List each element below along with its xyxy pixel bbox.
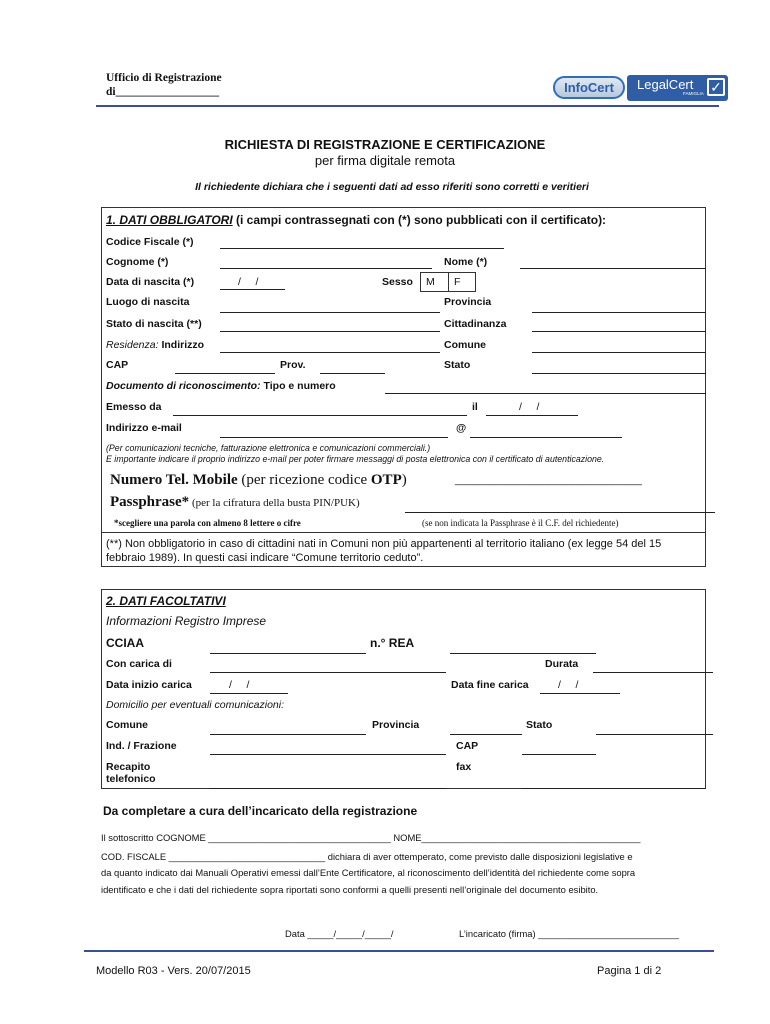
emesso-da-field[interactable] [173, 415, 467, 416]
email-note-1: (Per comunicazioni tecniche, fatturazione elettronica e comunicazioni commerciali.) [106, 443, 431, 453]
prov-field[interactable] [320, 373, 385, 374]
stato2-label: Stato [526, 719, 553, 731]
stato-label: Stato [444, 359, 471, 371]
incaricato-line-4: identificato e che i dati del richiedente sopra riportati sono conformi a quelli presenti nell’originale del documento esibito. [101, 884, 599, 895]
con-carica-field[interactable] [210, 672, 446, 673]
passphrase-label [110, 494, 360, 511]
stato-nascita-label: Stato di nascita (**) [106, 318, 202, 330]
email-domain-field[interactable] [470, 437, 622, 438]
data-fine-slashes: / / [558, 679, 579, 691]
sesso-f-option[interactable]: F [454, 276, 461, 288]
emesso-da-label: Emesso da [106, 401, 162, 413]
incaricato-heading: Da completare a cura dell’incaricato della registrazione [103, 804, 418, 818]
section1-heading-title: 1. DATI OBBLIGATORI [106, 213, 233, 227]
legalcert-logo-text: LegalCert [637, 77, 694, 92]
fax-field[interactable] [522, 788, 706, 789]
cciaa-label: CCIAA [106, 636, 144, 650]
documento-label [106, 380, 336, 392]
provincia2-label: Provincia [372, 719, 420, 731]
page-subtitle: per firma digitale remota [314, 153, 456, 168]
incaricato-data: Data _____/_____/_____/ [285, 928, 394, 939]
passphrase-hint: *scegliere una parola con almeno 8 lettere o cifre [114, 518, 301, 528]
durata-label: Durata [545, 658, 579, 670]
comune-label: Comune [444, 339, 486, 351]
prov-label: Prov. [280, 359, 306, 371]
data-inizio-slashes: / / [229, 679, 250, 691]
comune-field[interactable] [532, 352, 706, 353]
office-line1: Ufficio di Registrazione [106, 72, 222, 84]
office-line2: di__________________ [106, 86, 220, 98]
footer-page: Pagina 1 di 2 [597, 965, 662, 977]
passphrase-hint-2: (se non indicata la Passphrase è il C.F. del richiedente) [422, 518, 619, 528]
cciaa-field[interactable] [210, 653, 366, 654]
email-user-field[interactable] [220, 437, 448, 438]
ind-frazione-field[interactable] [210, 754, 446, 755]
luogo-nascita-label: Luogo di nascita [106, 296, 190, 308]
incaricato-firma: L’incaricato (firma) ___________________________ [459, 928, 679, 939]
tel-label [110, 472, 407, 489]
tel-label-end: ) [401, 472, 407, 488]
data-inizio-field[interactable] [210, 693, 288, 694]
nome-label: Nome (*) [444, 256, 488, 268]
tel-label-mid: (per ricezione codice [237, 472, 371, 488]
domicilio-label: Domicilio per eventuali comunicazioni: [106, 699, 284, 711]
documento-italic: Documento di riconoscimento: [106, 380, 261, 392]
residenza-label [106, 339, 204, 351]
stato-nascita-field[interactable] [220, 331, 440, 332]
comune2-label: Comune [106, 719, 148, 731]
sesso-divider [448, 272, 449, 292]
at-sign: @ [456, 422, 467, 434]
cap2-field[interactable] [522, 754, 596, 755]
recapito-label-1: Recapito [106, 761, 151, 773]
indirizzo-field[interactable] [220, 352, 440, 353]
cittadinanza-field[interactable] [532, 331, 706, 332]
sesso-label: Sesso [382, 276, 413, 288]
data-nascita-label: Data di nascita (*) [106, 276, 195, 288]
codice-fiscale-field[interactable] [220, 248, 504, 249]
footer-divider [84, 950, 714, 952]
il-slashes: / / [519, 401, 540, 413]
documento-tipo: Tipo e numero [260, 380, 336, 392]
nome-field[interactable] [520, 268, 706, 269]
cittadinanza-label: Cittadinanza [444, 318, 507, 330]
declaration-text: Il richiedente dichiara che i seguenti dati ad esso riferiti sono corretti e veritieri [195, 181, 589, 193]
cognome-label: Cognome (*) [106, 256, 169, 268]
recapito-label-2: telefonico [106, 773, 156, 785]
codice-fiscale-label: Codice Fiscale (*) [106, 236, 194, 248]
cognome-field[interactable] [220, 268, 432, 269]
il-label: il [472, 401, 478, 413]
data-nascita-field[interactable] [220, 289, 285, 290]
comune2-field[interactable] [210, 734, 366, 735]
checkmark-icon: ✓ [707, 78, 725, 96]
data-nascita-slashes: / / [238, 276, 259, 288]
durata-field[interactable] [593, 672, 713, 673]
cap-label: CAP [106, 359, 129, 371]
info-registro-label: Informazioni Registro Imprese [106, 614, 267, 628]
n-rea-field[interactable] [450, 653, 596, 654]
con-carica-label: Con carica di [106, 658, 172, 670]
fax-label: fax [456, 761, 472, 773]
section1-heading [106, 213, 606, 227]
cap2-label: CAP [456, 740, 479, 752]
residenza-indirizzo: Indirizzo [158, 339, 205, 351]
passphrase-field[interactable] [405, 512, 715, 513]
data-fine-field[interactable] [540, 693, 620, 694]
header-divider [96, 105, 719, 107]
passphrase-note: (per la cifratura della busta PIN/PUK) [189, 497, 360, 509]
residenza-italic: Residenza: [106, 339, 159, 351]
tel-field[interactable]: ________________________________ [455, 474, 642, 486]
section1-heading-note: (i campi contrassegnati con (*) sono pubblicati con il certificato): [232, 213, 607, 227]
legalcert-logo-subtext: FAMIGLIA [683, 91, 704, 96]
sesso-m-option[interactable]: M [426, 276, 435, 288]
footer-model: Modello R03 - Vers. 20/07/2015 [96, 965, 251, 977]
luogo-nascita-field[interactable] [220, 312, 440, 313]
data-inizio-label: Data inizio carica [106, 679, 192, 691]
legalcert-logo [627, 75, 728, 101]
passphrase-label-bold: Passphrase* [110, 494, 190, 510]
incaricato-line-1: Il sottoscritto COGNOME ___________________________________ NOME__________________________________________ [101, 832, 641, 843]
provincia-label: Provincia [444, 296, 492, 308]
provincia-field[interactable] [532, 312, 706, 313]
footnote-text: (**) Non obbligatorio in caso di cittadini nati in Comuni non più appartenenti al territorio italiano (ex legge 54 del 15 febbraio 1989). In questi casi indicare “Comune territorio ceduto”. [106, 538, 662, 564]
incaricato-line-2: COD. FISCALE ______________________________ dichiara di aver ottemperato, come previsto dalle disposizioni legislative e [101, 851, 633, 862]
tel-label-bold: Numero Tel. Mobile [110, 472, 238, 488]
email-label: Indirizzo e-mail [106, 422, 182, 434]
footnote-divider [101, 532, 706, 533]
ind-frazione-label: Ind. / Frazione [106, 740, 177, 752]
email-note-2: E importante indicare il proprio indirizzo e-mail per poter firmare messaggi di posta elettronica con il certificato di autenticazione. [106, 454, 605, 464]
tel-label-otp: OTP [370, 472, 402, 488]
stato-field[interactable] [532, 373, 706, 374]
n-rea-label: n.° REA [370, 636, 415, 650]
documento-field[interactable] [385, 393, 706, 394]
incaricato-line-3: da quanto indicato dai Manuali Operativi emessi dall’Ente Certificatore, al riconoscimento dell’identità del richiedente come sopra [101, 867, 636, 878]
page-title: RICHIESTA DI REGISTRAZIONE E CERTIFICAZIONE [224, 137, 546, 152]
provincia2-field[interactable] [450, 734, 522, 735]
recapito-field[interactable] [210, 788, 446, 789]
cap-field[interactable] [175, 373, 275, 374]
section2-heading: 2. DATI FACOLTATIVI [106, 594, 226, 608]
stato2-field[interactable] [596, 734, 713, 735]
infocert-logo: InfoCert [553, 76, 625, 99]
il-date-field[interactable] [486, 415, 578, 416]
data-fine-label: Data fine carica [451, 679, 529, 691]
